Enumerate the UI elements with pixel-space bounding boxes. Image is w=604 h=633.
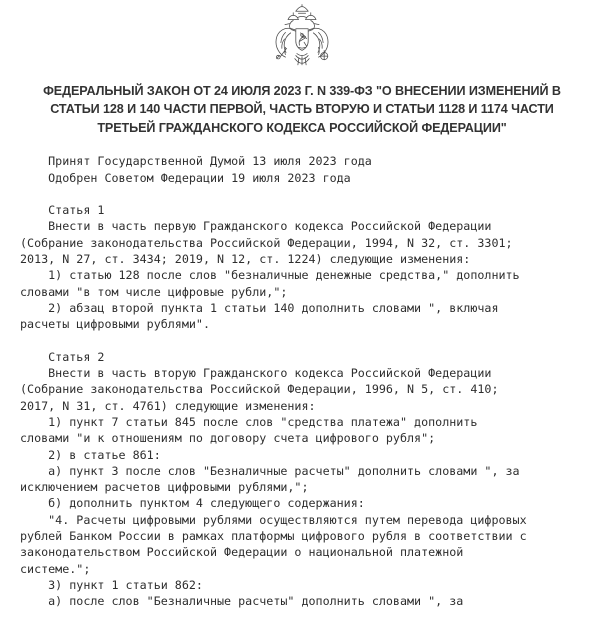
title-line-1: ФЕДЕРАЛЬНЫЙ ЗАКОН ОТ 24 ИЮЛЯ 2023 Г. N 339-ФЗ "О ВНЕСЕНИИ ИЗМЕНЕНИЙ В <box>43 84 561 98</box>
body-line: б) дополнить пунктом 4 следующего содержания: <box>20 496 365 511</box>
body-line: 1) статью 128 после слов "безналичные денежные средства," дополнить <box>20 268 520 283</box>
body-line: расчеты цифровыми рублями". <box>20 317 210 332</box>
body-line: (Собрание законодательства Российской Федерации, 1996, N 5, ст. 410; <box>20 382 499 397</box>
body-line: 3) пункт 1 статьи 862: <box>20 577 203 592</box>
body-line: 2017, N 31, ст. 4761) следующие изменения: <box>20 398 316 413</box>
body-line: законодательством Российской Федерации о национальной платежной <box>20 545 464 560</box>
body-line: (Собрание законодательства Российской Федерации, 1994, N 32, ст. 3301; <box>20 235 513 250</box>
document-body <box>0 137 604 609</box>
body-line: рублей Банком России в рамках платформы цифрового рубля в соответствии с <box>20 529 527 544</box>
body-line: Статья 1 <box>20 203 105 218</box>
body-line: а) пункт 3 после слов "Безналичные расчеты" дополнить словами ", за <box>20 463 520 478</box>
body-line: 2) абзац второй пункта 1 статьи 140 дополнить словами ", включая <box>20 300 499 315</box>
body-line: а) после слов "Безналичные расчеты" дополнить словами ", за <box>20 594 464 609</box>
body-blank-line <box>20 332 604 348</box>
body-blank-line <box>20 186 604 202</box>
body-line: системе."; <box>20 561 91 576</box>
body-line: 1) пункт 7 статьи 845 после слов "средства платежа" дополнить <box>20 414 478 429</box>
body-line: Одобрен Советом Федерации 19 июля 2023 года <box>20 170 351 185</box>
body-line: Статья 2 <box>20 349 105 364</box>
body-line: Внести в часть вторую Гражданского кодекса Российской Федерации <box>20 366 492 381</box>
body-line: Внести в часть первую Гражданского кодекса Российской Федерации <box>20 219 492 234</box>
body-line: "4. Расчеты цифровыми рублями осуществляются путем перевода цифровых <box>20 512 527 527</box>
body-line: словами "в том числе цифровые рубли,"; <box>20 284 288 299</box>
body-line: словами "и к отношениям по договору счета цифрового рубля"; <box>20 431 436 446</box>
body-line: исключением расчетов цифровыми рублями,"; <box>20 480 309 495</box>
title-line-3: ТРЕТЬЕЙ ГРАЖДАНСКОГО КОДЕКСА РОССИЙСКОЙ ФЕДЕРАЦИИ" <box>97 120 507 135</box>
title-line-2: СТАТЬИ 128 И 140 ЧАСТИ ПЕРВОЙ, ЧАСТЬ ВТОРУЮ И СТАТЬИ 1128 И 1174 ЧАСТИ <box>50 102 554 117</box>
body-line: 2013, N 27, ст. 3434; 2019, N 12, ст. 1224) следующие изменения: <box>20 252 471 266</box>
emblem-container <box>0 0 604 70</box>
russian-coat-of-arms-icon <box>271 4 333 70</box>
body-line: Принят Государственной Думой 13 июля 2023 года <box>20 154 372 169</box>
page-title <box>0 82 604 137</box>
body-line: 2) в статье 861: <box>20 447 161 462</box>
